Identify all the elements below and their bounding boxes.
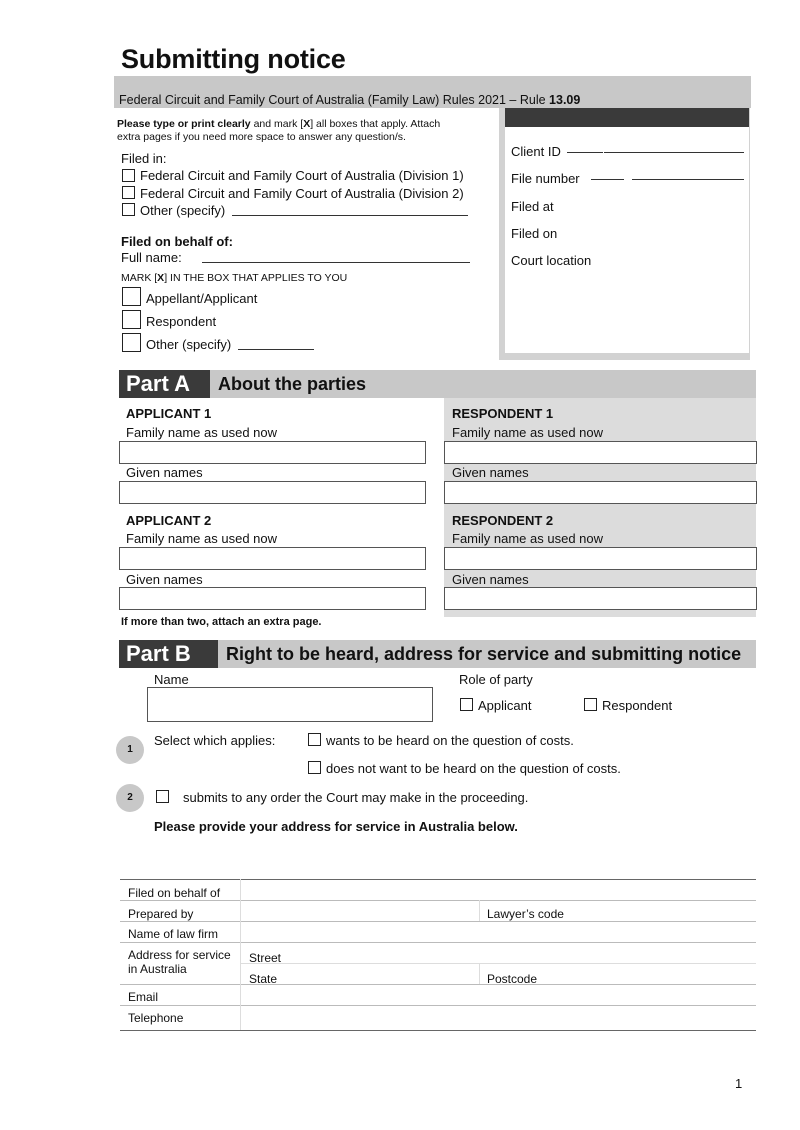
instructions: Please type or print clearly and mark [X] all boxes that apply. Attach extra pages if you need more space to answer any question/s. xyxy=(117,118,441,143)
question-2-badge: 2 xyxy=(116,784,144,812)
table-top-border xyxy=(120,879,756,880)
applicant2-heading: APPLICANT 2 xyxy=(126,513,212,528)
respondent-checkbox[interactable] xyxy=(122,310,141,329)
respondent1-family-input[interactable] xyxy=(444,441,757,464)
part-a-bar xyxy=(119,370,756,398)
table-bottom-border xyxy=(120,1030,756,1031)
court-use-header xyxy=(505,108,749,127)
postcode-cell: Postcode xyxy=(487,972,538,986)
file-number-field[interactable]: File number xyxy=(511,171,744,186)
respondent2-family-label: Family name as used now xyxy=(452,531,604,546)
submits-checkbox[interactable] xyxy=(156,790,169,803)
page-number: 1 xyxy=(735,1076,743,1091)
division2-label: Federal Circuit and Family Court of Australia (Division 2) xyxy=(140,186,464,201)
role-respondent-label: Respondent xyxy=(602,698,673,713)
respondent-label: Respondent xyxy=(146,314,217,329)
part-a-label: Part A xyxy=(119,370,210,398)
address-cell: Address for service in Australia xyxy=(128,948,231,976)
state-cell: State xyxy=(249,972,278,986)
submits-label: submits to any order the Court may make in the proceeding. xyxy=(183,790,529,805)
applicant2-family-label: Family name as used now xyxy=(126,531,278,546)
street-cell: Street xyxy=(249,951,282,965)
question-1-badge: 1 xyxy=(116,736,144,764)
extra-page-note: If more than two, attach an extra page. xyxy=(121,616,322,628)
filed-behalf-cell: Filed on behalf of xyxy=(128,886,221,900)
court-location-label: Court location xyxy=(511,253,592,268)
filed-in-label: Filed in: xyxy=(121,151,167,166)
respondent2-heading: RESPONDENT 2 xyxy=(452,513,554,528)
role-respondent-checkbox[interactable] xyxy=(584,698,597,711)
wants-heard-label: wants to be heard on the question of costs. xyxy=(326,733,574,748)
filed-behalf-heading: Filed on behalf of: xyxy=(121,234,233,249)
telephone-cell: Telephone xyxy=(128,1011,184,1025)
name-input[interactable] xyxy=(147,687,433,722)
page-title: Submitting notice xyxy=(121,44,346,74)
role-applicant-label: Applicant xyxy=(478,698,532,713)
applicant1-family-input[interactable] xyxy=(119,441,426,464)
role-label: Role of party xyxy=(459,672,533,687)
rules-reference: Federal Circuit and Family Court of Australia (Family Law) Rules 2021 – Rule 13.09 xyxy=(119,93,581,107)
other-court-label: Other (specify) xyxy=(140,203,226,218)
law-firm-cell: Name of law firm xyxy=(128,927,219,941)
applicant1-heading: APPLICANT 1 xyxy=(126,406,212,421)
respondent2-given-label: Given names xyxy=(452,572,529,587)
respondent1-given-label: Given names xyxy=(452,465,529,480)
respondent1-heading: RESPONDENT 1 xyxy=(452,406,554,421)
respondent2-family-input[interactable] xyxy=(444,547,757,570)
respondent2-given-input[interactable] xyxy=(444,587,757,610)
part-b-label: Part B xyxy=(119,640,218,668)
part-b-title: Right to be heard, address for service and submitting notice xyxy=(226,644,742,664)
other-party-label: Other (specify) xyxy=(146,337,232,352)
part-a-title: About the parties xyxy=(218,374,367,394)
q1-label: Select which applies: xyxy=(154,733,276,748)
other-party-input[interactable] xyxy=(238,349,314,350)
applicant2-given-input[interactable] xyxy=(119,587,426,610)
division1-label: Federal Circuit and Family Court of Australia (Division 1) xyxy=(140,168,464,183)
rule-number: 13.09 xyxy=(549,93,581,107)
applicant1-given-input[interactable] xyxy=(119,481,426,504)
full-name-label: Full name: xyxy=(121,250,182,265)
filed-on-label: Filed on xyxy=(511,226,558,241)
prepared-by-cell: Prepared by xyxy=(128,907,194,921)
address-prompt: Please provide your address for service in Australia below. xyxy=(154,819,518,834)
other-party-checkbox[interactable] xyxy=(122,333,141,352)
applicant1-family-label: Family name as used now xyxy=(126,425,278,440)
email-cell: Email xyxy=(128,990,159,1004)
mark-instruction: MARK [X] IN THE BOX THAT APPLIES TO YOU xyxy=(121,272,348,284)
other-court-checkbox[interactable] xyxy=(122,203,135,216)
full-name-input[interactable] xyxy=(202,262,470,263)
role-applicant-checkbox[interactable] xyxy=(460,698,473,711)
respondent1-family-label: Family name as used now xyxy=(452,425,604,440)
applicant2-given-label: Given names xyxy=(126,572,203,587)
appellant-label: Appellant/Applicant xyxy=(146,291,258,306)
not-heard-checkbox[interactable] xyxy=(308,761,321,774)
client-id-field[interactable]: Client ID xyxy=(511,144,744,159)
division2-checkbox[interactable] xyxy=(122,186,135,199)
applicant2-family-input[interactable] xyxy=(119,547,426,570)
wants-heard-checkbox[interactable] xyxy=(308,733,321,746)
appellant-checkbox[interactable] xyxy=(122,287,141,306)
filed-at-label: Filed at xyxy=(511,199,554,214)
respondent1-given-input[interactable] xyxy=(444,481,757,504)
name-label: Name xyxy=(154,672,189,687)
not-heard-label: does not want to be heard on the question of costs. xyxy=(326,761,621,776)
division1-checkbox[interactable] xyxy=(122,169,135,182)
lawyers-code-cell: Lawyer’s code xyxy=(487,907,564,921)
other-court-input[interactable] xyxy=(232,215,468,216)
applicant1-given-label: Given names xyxy=(126,465,203,480)
